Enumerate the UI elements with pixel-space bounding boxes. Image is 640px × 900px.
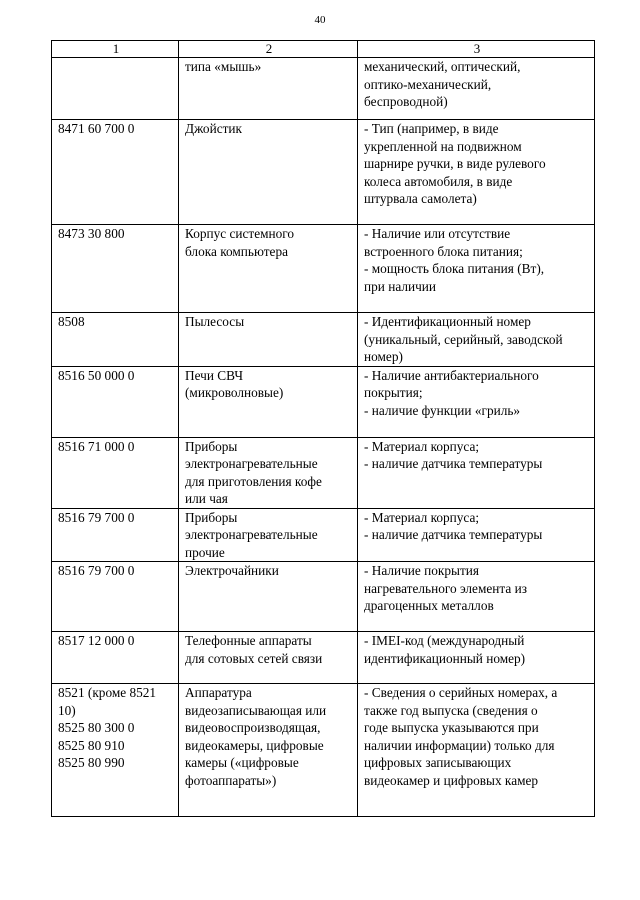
- cell-attributes-line: покрытия;: [364, 385, 423, 400]
- cell-code: [52, 562, 179, 632]
- cell-attributes-line: беспроводной): [364, 94, 448, 109]
- cell-name: [179, 366, 358, 437]
- cell-attributes-line: драгоценных металлов: [364, 598, 494, 613]
- cell-name-line: Печи СВЧ: [185, 367, 244, 383]
- cell-code-line: 8516 79 700 0: [58, 563, 135, 578]
- table-row: [52, 562, 595, 632]
- cell-name-line: (микроволновые): [185, 385, 284, 400]
- cell-name-line: Приборы: [185, 438, 238, 454]
- table-row: [52, 120, 595, 225]
- cell-name: [179, 684, 358, 817]
- cell-attributes: [358, 313, 595, 367]
- cell-attributes: [358, 508, 595, 562]
- cell-code-line: 8516 79 700 0: [58, 509, 135, 525]
- cell-attributes: [358, 225, 595, 313]
- cell-code: [52, 120, 179, 225]
- cell-attributes-line: - наличие датчика температуры: [364, 456, 543, 471]
- column-header-attributes: 3: [358, 41, 595, 58]
- cell-name: [179, 225, 358, 313]
- cell-name: [179, 120, 358, 225]
- table-row: [52, 437, 595, 508]
- cell-attributes-line: - Наличие или отсутствие: [364, 226, 511, 241]
- cell-attributes-line: - Тип (например, в виде: [364, 121, 499, 136]
- cell-attributes-line: колеса автомобиля, в виде: [364, 173, 513, 189]
- cell-code: [52, 366, 179, 437]
- cell-attributes-line: шарнире ручки, в виде рулевого: [364, 156, 546, 171]
- cell-attributes-line: - Идентификационный номер: [364, 314, 531, 329]
- cell-attributes-line: цифровых записывающих: [364, 755, 512, 770]
- cell-code-line: 8508: [58, 314, 85, 329]
- cell-name-line: Пылесосы: [185, 314, 245, 329]
- header-row: [52, 41, 595, 58]
- cell-attributes-line: - Материал корпуса;: [364, 509, 480, 525]
- cell-attributes-line: видеокамер и цифровых камер: [364, 772, 539, 788]
- page-number: 40: [314, 14, 326, 26]
- cell-attributes-line: - наличие датчика температуры: [364, 527, 543, 542]
- cell-name-line: видеозаписывающая или: [185, 702, 327, 718]
- cell-attributes-line: - Наличие покрытия: [364, 563, 480, 578]
- table-row: [52, 225, 595, 313]
- cell-name-line: электронагревательные: [185, 456, 318, 471]
- cell-name-line: прочие: [185, 544, 225, 560]
- cell-attributes: [358, 437, 595, 508]
- cell-code-line: 8521 (кроме 8521: [58, 685, 157, 700]
- table-row: [52, 58, 595, 120]
- cell-code: [52, 508, 179, 562]
- cell-name: [179, 313, 358, 367]
- cell-attributes-line: нагревательного элемента из: [364, 580, 527, 596]
- cell-code-line: 8516 71 000 0: [58, 438, 135, 454]
- table-body: [52, 58, 595, 817]
- table-row: [52, 684, 595, 817]
- cell-name-line: фотоаппараты»): [185, 772, 277, 788]
- cell-attributes-line: также год выпуска (сведения о: [364, 702, 538, 718]
- cell-attributes-line: при наличии: [364, 278, 437, 294]
- cell-code-line: 10): [58, 702, 76, 718]
- table-row: [52, 632, 595, 684]
- column-header-code: 1: [52, 41, 179, 58]
- cell-attributes: [358, 562, 595, 632]
- cell-name: [179, 632, 358, 684]
- cell-attributes: [358, 632, 595, 684]
- table-row: [52, 508, 595, 562]
- cell-code-line: 8517 12 000 0: [58, 633, 135, 648]
- cell-code: [52, 437, 179, 508]
- cell-code: [52, 225, 179, 313]
- cell-attributes-line: встроенного блока питания;: [364, 243, 523, 259]
- cell-attributes-line: оптико-механический,: [364, 76, 492, 92]
- cell-name-line: видеовоспроизводящая,: [185, 720, 321, 735]
- cell-code: [52, 58, 179, 120]
- cell-code-line: 8525 80 300 0: [58, 720, 135, 735]
- column-header-name: 2: [179, 41, 358, 58]
- cell-attributes-line: (уникальный, серийный, заводской: [364, 331, 563, 347]
- cell-attributes-line: - наличие функции «гриль»: [364, 402, 521, 418]
- cell-code-line: 8473 30 800: [58, 226, 125, 241]
- cell-attributes-line: идентификационный номер): [364, 650, 526, 666]
- cell-code-line: 8516 50 000 0: [58, 367, 135, 383]
- cell-attributes-line: укрепленной на подвижном: [364, 138, 522, 154]
- cell-name: [179, 58, 358, 120]
- cell-attributes-line: годе выпуска указываются при: [364, 720, 539, 735]
- cell-attributes-line: наличии информации) только для: [364, 737, 555, 753]
- cell-attributes: [358, 120, 595, 225]
- cell-code-line: 8525 80 990: [58, 755, 125, 770]
- cell-attributes-line: штурвала самолета): [364, 191, 477, 206]
- cell-name-line: Аппаратура: [185, 685, 252, 700]
- cell-name-line: для сотовых сетей связи: [185, 650, 323, 666]
- table-row: [52, 366, 595, 437]
- cell-attributes-line: - мощность блока питания (Вт),: [364, 261, 545, 276]
- cell-code-line: 8471 60 700 0: [58, 121, 135, 136]
- cell-name-line: Джойстик: [185, 121, 242, 136]
- cell-attributes-line: - IMEI-код (международный: [364, 633, 525, 648]
- cell-name: [179, 437, 358, 508]
- cell-name: [179, 562, 358, 632]
- cell-name-line: электронагревательные: [185, 527, 318, 542]
- cell-name-line: видеокамеры, цифровые: [185, 737, 324, 753]
- cell-name-line: камеры («цифровые: [185, 755, 299, 770]
- cell-code: [52, 684, 179, 817]
- cell-name-line: Корпус системного: [185, 226, 295, 241]
- goods-table: [51, 40, 595, 817]
- cell-attributes: [358, 58, 595, 120]
- cell-name-line: Приборы: [185, 509, 238, 525]
- cell-name-line: для приготовления кофе: [185, 473, 322, 489]
- cell-code-line: 8525 80 910: [58, 737, 125, 753]
- cell-attributes-line: номер): [364, 349, 403, 364]
- cell-attributes-line: механический, оптический,: [364, 59, 521, 74]
- cell-attributes: [358, 366, 595, 437]
- cell-name-line: типа «мышь»: [185, 59, 262, 74]
- cell-attributes-line: - Сведения о серийных номерах, а: [364, 685, 558, 700]
- cell-code: [52, 313, 179, 367]
- cell-name-line: Электрочайники: [185, 563, 279, 578]
- cell-name: [179, 508, 358, 562]
- cell-name-line: или чая: [185, 491, 228, 506]
- cell-attributes-line: - Наличие антибактериального: [364, 367, 539, 383]
- table-row: [52, 313, 595, 367]
- cell-attributes: [358, 684, 595, 817]
- cell-name-line: блока компьютера: [185, 243, 288, 259]
- cell-code: [52, 632, 179, 684]
- cell-attributes-line: - Материал корпуса;: [364, 438, 480, 454]
- cell-name-line: Телефонные аппараты: [185, 633, 312, 648]
